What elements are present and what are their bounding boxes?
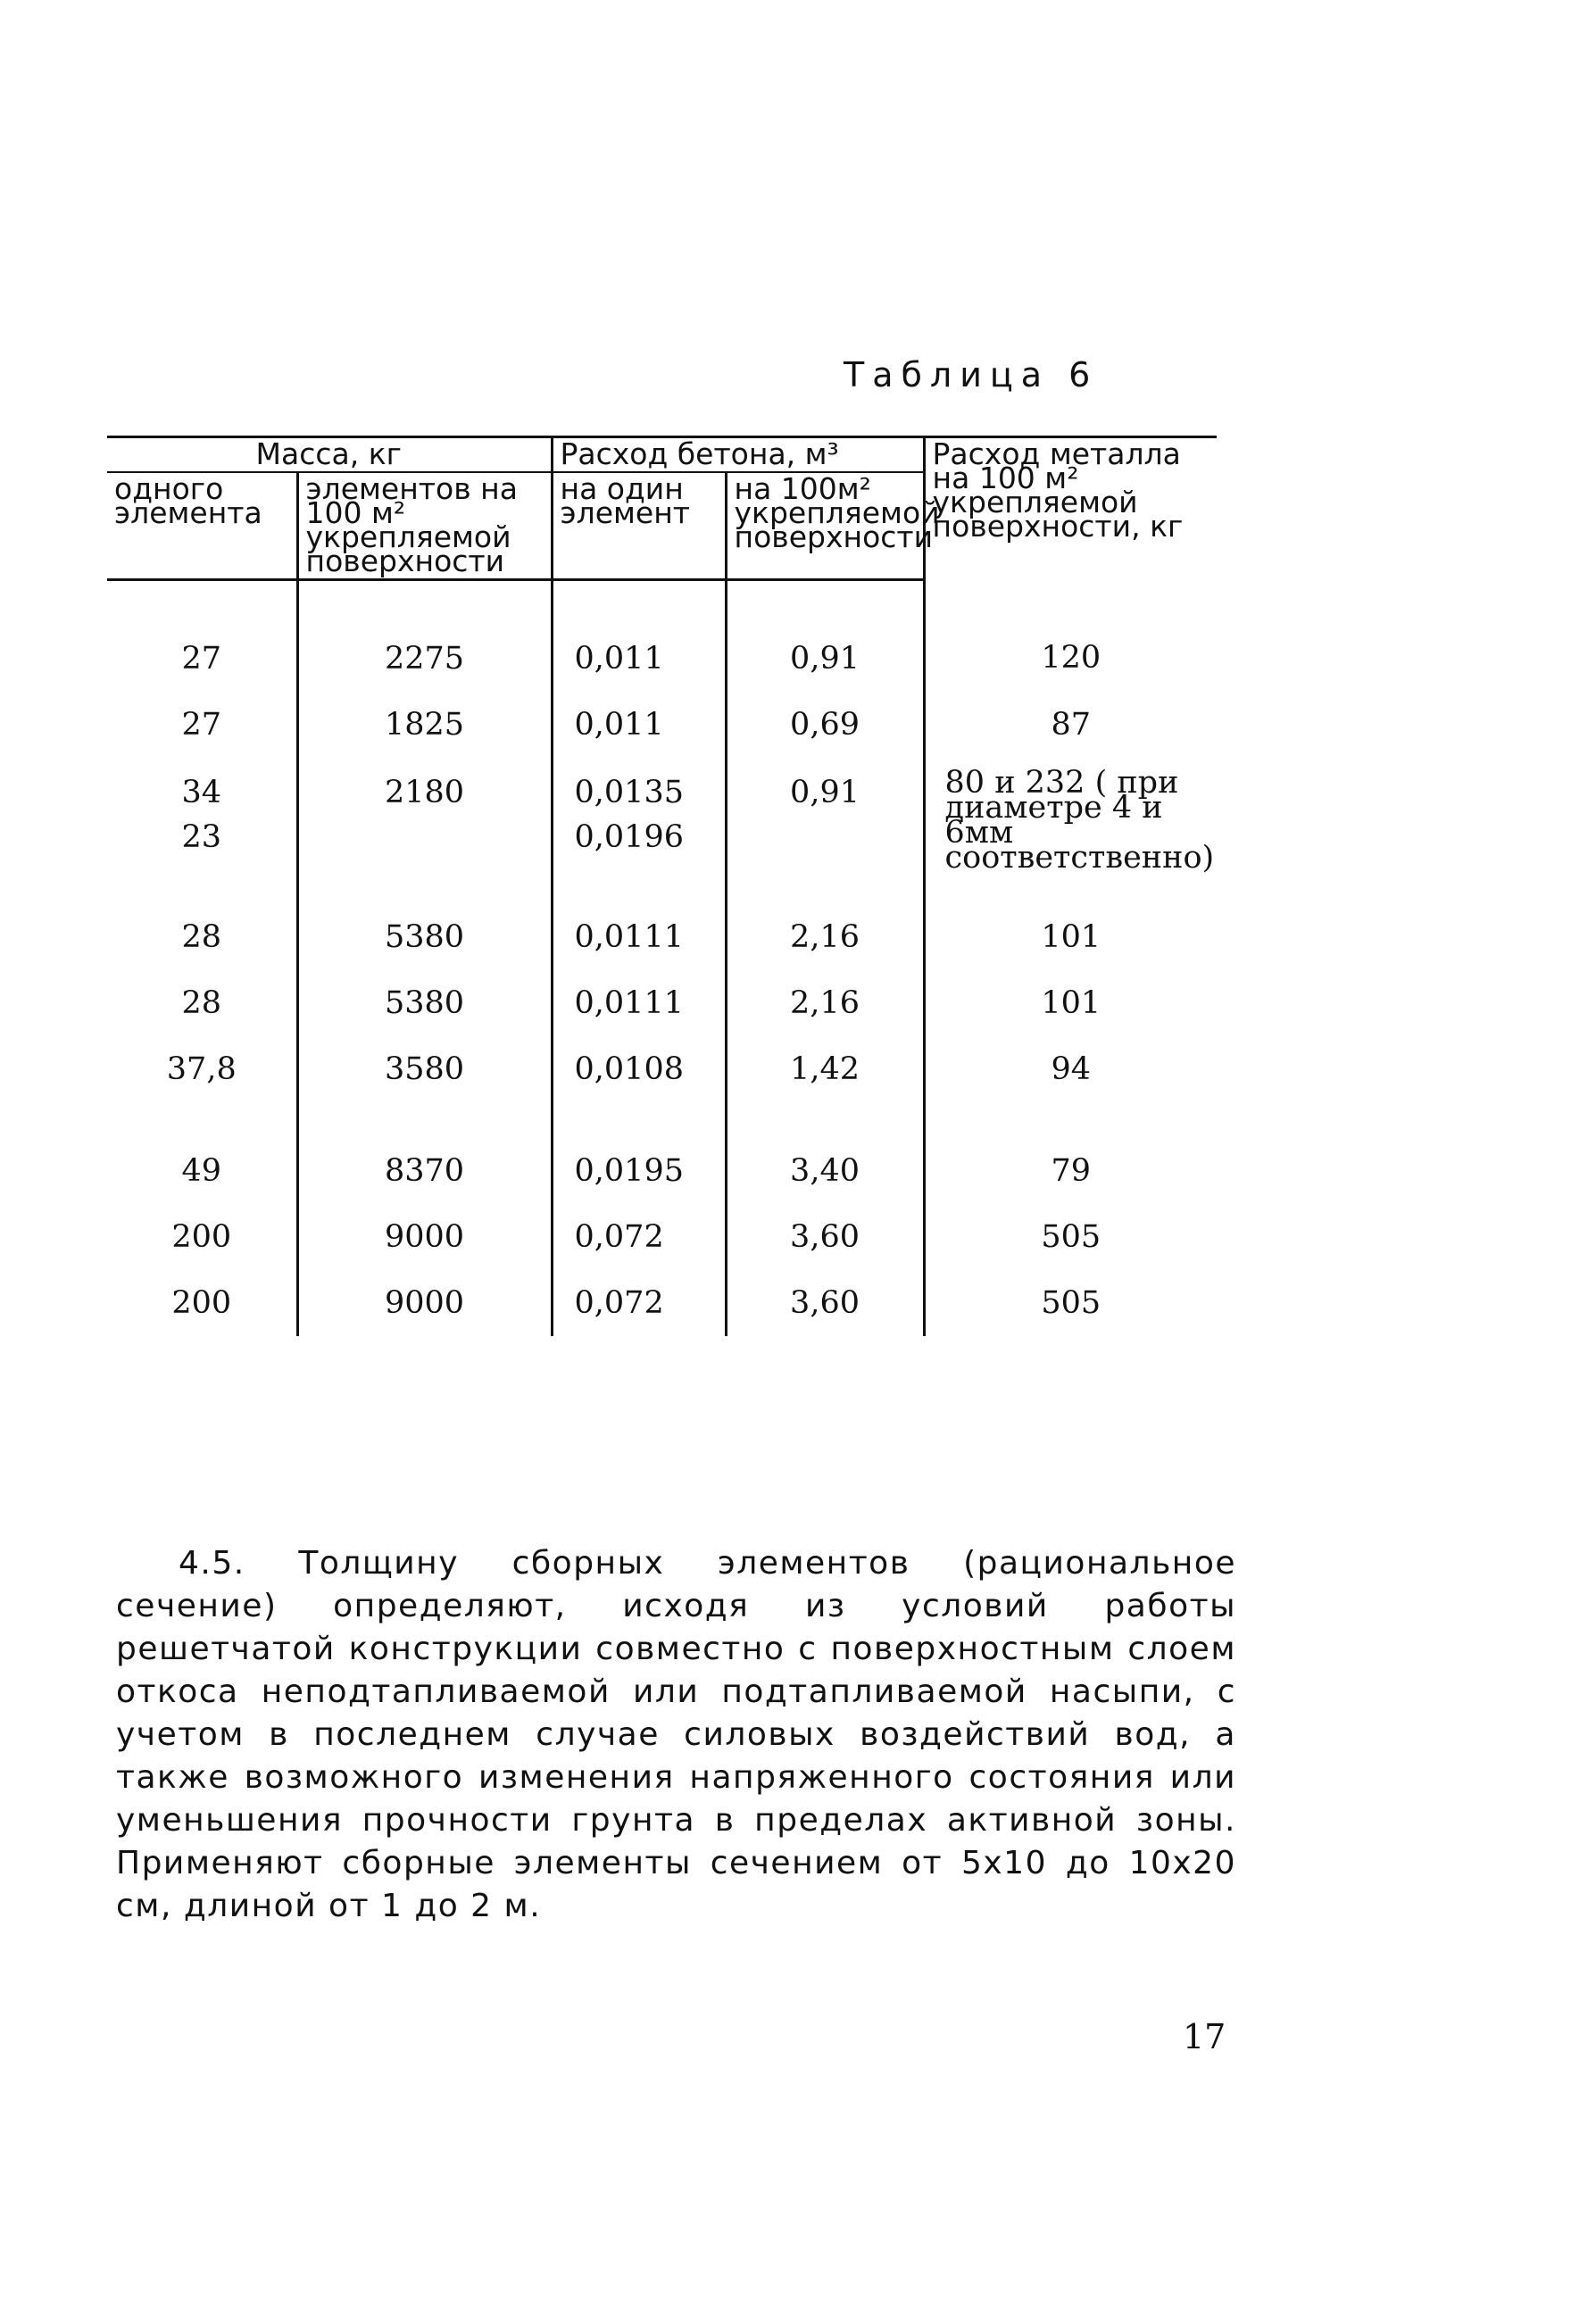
table-row xyxy=(107,580,1217,693)
mass-one-cell: 28 xyxy=(181,919,222,955)
concrete-100-cell: 2,16 xyxy=(726,970,924,1036)
concrete-one-cell: 0,0108 xyxy=(552,1036,726,1102)
metal-header: Расход металла на 100 м² укрепляемой поверхности, кг xyxy=(924,437,1217,580)
paragraph-text: 4.5. Толщину сборных элементов (рациональное сечение) определяют, исходя из условий работы решетчатой конструкции совместно с поверхностным слоем откоса неподтапливаемой или подтапливаемой насыпи, с учетом в последнем случае силовых воздействий вод, а также возможного изменения напряженного состояния или уменьшения прочности грунта в пределах активной зоны. Применяют сборные элементы сечением от 5х10 до 10х20 см, длиной от 1 до 2 м. xyxy=(116,1545,1236,1924)
concrete-one-cell: 0,011 xyxy=(552,692,726,758)
mass-one-cell: 27 xyxy=(181,707,222,743)
elements-per-100-header: элементов на 100 м² укрепляемой поверхности xyxy=(297,472,552,580)
table-row xyxy=(107,1036,1217,1102)
mass-100-cell: 9000 xyxy=(297,1270,552,1336)
metal-cell: 505 xyxy=(924,1204,1217,1270)
one-element-header: одного элемента xyxy=(107,472,297,580)
concrete-100-cell: 3,60 xyxy=(726,1270,924,1336)
table-row xyxy=(107,970,1217,1036)
concrete-100-cell: 2,16 xyxy=(726,904,924,970)
table-row xyxy=(107,1204,1217,1270)
metal-cell: 94 xyxy=(924,1036,1217,1102)
concrete-100-cell: 0,69 xyxy=(726,692,924,758)
concrete-one-cell: 0,072 xyxy=(552,1204,726,1270)
concrete-one-cell: 0,0195 xyxy=(552,1102,726,1204)
per-100-header: на 100м² укрепляемой поверхности xyxy=(726,472,924,580)
table-row xyxy=(107,904,1217,970)
table-caption: Таблица 6 xyxy=(844,355,1099,394)
mass-one-cell: 37,8 xyxy=(166,1051,237,1087)
mass-one-cell: 27 xyxy=(181,641,222,677)
metal-cell: 120 xyxy=(924,580,1217,693)
mass-100-cell: 8370 xyxy=(297,1102,552,1204)
concrete-100-cell: 3,40 xyxy=(726,1102,924,1204)
mass-100-cell: 2275 xyxy=(297,580,552,693)
mass-100-cell: 9000 xyxy=(297,1204,552,1270)
concrete-one-cell: 0,011 xyxy=(552,580,726,693)
concrete-one-cell: 0,072 xyxy=(552,1270,726,1336)
concrete-one-cell: 0,0111 xyxy=(552,904,726,970)
mass-one-cell: 49 xyxy=(181,1153,222,1189)
concrete-one-cell: 0,0111 xyxy=(552,970,726,1036)
mass-one-cell: 200 xyxy=(171,1285,232,1321)
mass-100-cell: 5380 xyxy=(297,970,552,1036)
table-row xyxy=(107,692,1217,758)
mass-100-cell: 1825 xyxy=(297,692,552,758)
mass-one-cell: 200 xyxy=(171,1219,232,1255)
concrete-100-cell: 1,42 xyxy=(726,1036,924,1102)
concrete-100-cell: 0,91 xyxy=(726,758,924,904)
metal-cell: 80 и 232 ( при диаметре 4 и 6мм соответственно) xyxy=(924,758,1217,904)
concrete-group-header: Расход бетона, м³ xyxy=(552,437,924,473)
metal-cell: 79 xyxy=(924,1102,1217,1204)
metal-cell: 101 xyxy=(924,904,1217,970)
table-row xyxy=(107,758,1217,904)
metal-cell: 505 xyxy=(924,1270,1217,1336)
table-row xyxy=(107,1102,1217,1204)
metal-cell: 87 xyxy=(924,692,1217,758)
body-paragraph xyxy=(116,1542,1236,1928)
mass-100-cell: 2180 xyxy=(297,758,552,904)
metal-cell: 101 xyxy=(924,970,1217,1036)
data-table xyxy=(107,436,1217,1336)
mass-group-header: Масса, кг xyxy=(107,437,552,473)
per-element-header: на один элемент xyxy=(552,472,726,580)
table-row xyxy=(107,1270,1217,1336)
concrete-100-cell: 3,60 xyxy=(726,1204,924,1270)
mass-100-cell: 5380 xyxy=(297,904,552,970)
mass-one-cell: 34 23 xyxy=(181,775,222,855)
concrete-one-cell: 0,0135 0,0196 xyxy=(552,758,726,904)
page-number: 17 xyxy=(1183,2017,1226,2056)
mass-100-cell: 3580 xyxy=(297,1036,552,1102)
concrete-100-cell: 0,91 xyxy=(726,580,924,693)
mass-one-cell: 28 xyxy=(181,985,222,1021)
